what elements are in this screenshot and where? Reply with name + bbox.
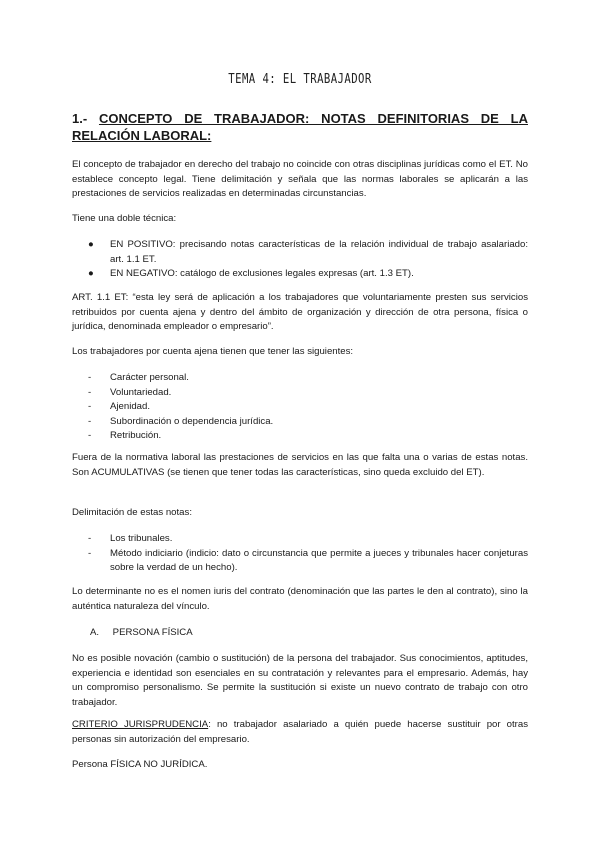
dash-marker: - — [88, 372, 92, 383]
list-item — [72, 429, 528, 444]
dash-marker: - — [88, 386, 92, 398]
bullet-marker: ● — [88, 268, 94, 279]
section-heading — [72, 110, 528, 144]
list-item-text: Carácter personal. — [110, 372, 189, 383]
paragraph-concept: El concepto de trabajador en derecho del trabajo no coincide con otras disciplinas jurídicas como el ET. No establece concepto legal. Tiene delimitación y señala que las normas laborales se aplicarán a las prestaciones de servicios realizadas en determinadas circunstancias. — [72, 159, 528, 199]
list-item — [72, 547, 528, 576]
dash-marker: - — [88, 533, 92, 544]
list-item-text: Retribución. — [110, 430, 162, 441]
section-number: 1.- — [72, 111, 88, 126]
paragraph-acumulativas: Fuera de la normativa laboral las prestaciones de servicios en las que falta una o varias de estas notas. Son ACUMULATIVAS (se tienen que tener todas las características, sino queda excluido del ET). — [72, 452, 528, 478]
dash-marker: - — [88, 401, 92, 412]
criterio-text: : no trabajador asalariado a quién puede hacerse sustituir por otras personas sin autorización del empresario. — [72, 719, 529, 745]
list-tecnicas — [72, 238, 528, 282]
list-item — [72, 415, 528, 430]
subsection-marker: A. — [90, 627, 100, 638]
list-item-text: Subordinación o dependencia jurídica. — [110, 415, 274, 427]
subsection-heading — [72, 626, 528, 641]
list-item — [72, 386, 528, 401]
list-item-text: Ajenidad. — [110, 401, 151, 412]
paragraph-persona-fisica: No es posible novación (cambio o sustitución) de la persona del trabajador. Sus conocimientos, aptitudes, experiencia e identidad son esenciales en su contratación y relevantes para el empresario. Además, hay un compromiso personalismo. Se permite la sustitución si existe un nuevo contrato de trabajo con otro trabajador. — [72, 653, 528, 708]
paragraph-art-1-1: ART. 1.1 ET: “esta ley será de aplicación a los trabajadores que voluntariamente presten sus servicios retribuidos por cuenta ajena y dentro del ámbito de organización y dirección de otra persona, física o jurídica, denominada empleador o empresario”. — [72, 292, 528, 332]
subsection-title: PERSONA FÍSICA — [112, 627, 193, 638]
paragraph-criterio — [72, 718, 528, 747]
list-item-text: EN POSITIVO: precisando notas características de la relación individual de trabajo asalariado: art. 1.1 ET. — [110, 239, 528, 265]
list-delimitacion — [72, 532, 528, 576]
list-item — [72, 371, 528, 386]
criterio-label: CRITERIO JURISPRUDENCIA — [72, 719, 209, 730]
paragraph-trabajadores: Los trabajadores por cuenta ajena tienen que tener las siguientes: — [72, 346, 354, 357]
bullet-marker: ● — [88, 239, 94, 250]
document-title: TEMA 4: EL TRABAJADOR — [228, 72, 372, 87]
paragraph-nomen-iuris: Lo determinante no es el nomen iuris del contrato (denominación que las partes le den al contrato), sino la auténtica naturaleza del vínculo. — [72, 586, 528, 612]
list-item — [72, 238, 528, 267]
section-title: CONCEPTO DE TRABAJADOR: NOTAS DEFINITORIAS DE LA RELACIÓN LABORAL: — [72, 111, 528, 143]
list-item-text: Los tribunales. — [110, 533, 173, 544]
list-item-text: EN NEGATIVO: catálogo de exclusiones legales expresas (art. 1.3 ET). — [110, 268, 414, 279]
list-notas — [72, 371, 528, 444]
dash-marker: - — [88, 430, 92, 441]
paragraph-delimitacion: Delimitación de estas notas: — [72, 507, 192, 518]
list-item — [72, 532, 528, 547]
paragraph-doble-tecnica: Tiene una doble técnica: — [72, 213, 177, 224]
list-item — [72, 400, 528, 415]
list-item-text: Método indiciario (indicio: dato o circunstancia que permite a jueces y tribunales hacer conjeturas sobre la verdad de un hecho). — [110, 547, 528, 573]
list-item-text: Voluntariedad. — [110, 386, 172, 398]
dash-marker: - — [88, 415, 92, 427]
dash-marker: - — [88, 547, 92, 559]
paragraph-persona-fisica-no-juridica: Persona FÍSICA NO JURÍDICA. — [72, 759, 208, 770]
list-item — [72, 267, 528, 282]
